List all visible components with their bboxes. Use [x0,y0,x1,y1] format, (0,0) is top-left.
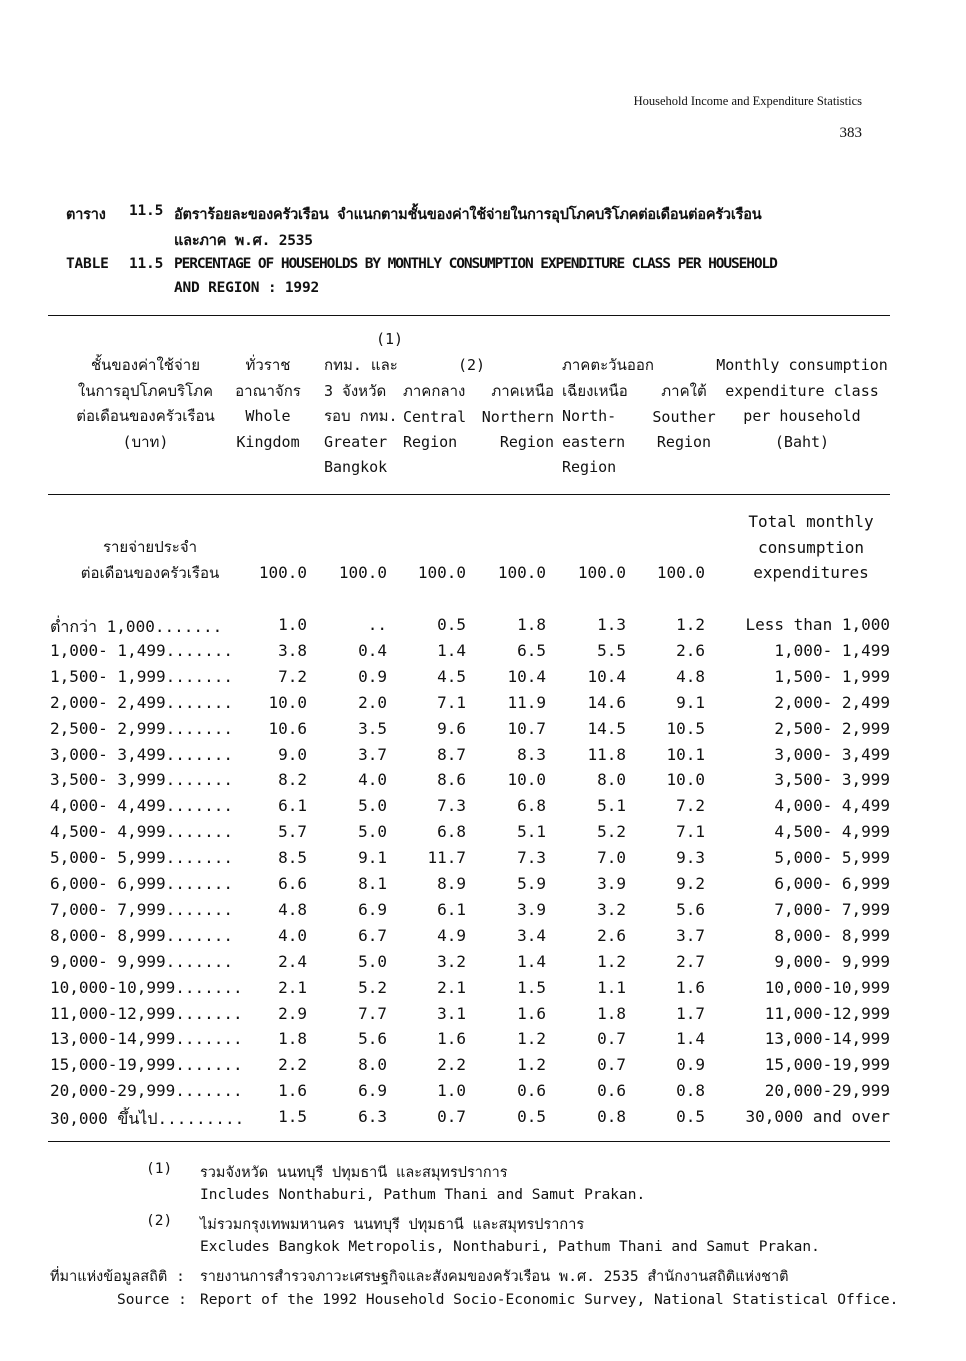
row-class-english: 30,000 and over [745,1107,890,1126]
row-value-cell: 0.7 [597,1029,626,1048]
row-value-cell: 1.6 [676,978,705,997]
row-value-cell: 14.6 [587,693,626,712]
row-value-cell: 8.9 [437,874,466,893]
row-value-cell: 8.0 [358,1055,387,1074]
row-class-thai: 4,000- 4,499....... [50,796,234,815]
row-value-cell: 3.8 [278,641,307,660]
header-northern [474,379,554,456]
row-value-cell: 8.3 [517,745,546,764]
row-value-cell: 3.1 [437,1004,466,1023]
row-value-cell: 3.9 [517,900,546,919]
row-value-cell: 11.8 [587,745,626,764]
table-row [0,926,966,952]
row-value-cell: 4.0 [278,926,307,945]
table-row [0,1081,966,1107]
caption-thai-line2: และภาค พ.ศ. 2535 [174,233,313,249]
total-row-english-line: consumption [758,537,864,557]
note-1-thai: รวมจังหวัด นนทบุรี ปทุมธานี และสมุทรปราการ [200,1165,508,1181]
row-class-thai: 8,000- 8,999....... [50,926,234,945]
header-stub-thai-line: (บาท) [122,432,169,451]
caption-thai-label: ตาราง [66,207,106,223]
header-greater-bangkok [324,353,402,481]
row-class-thai: 30,000 ขึ้นไป......... [50,1109,245,1128]
row-value-cell: 0.5 [517,1107,546,1126]
table-row [0,770,966,796]
table-row [0,615,966,641]
row-value-cell: 1.8 [597,1004,626,1023]
row-class-thai: 3,000- 3,499....... [50,745,234,764]
total-row-english-line: Total monthly [748,512,874,531]
row-value-cell: 3.2 [597,900,626,919]
row-value-cell: 11.7 [427,848,466,867]
total-value-cell: 100.0 [258,563,307,582]
header-whole-kingdom [228,353,308,455]
table-row [0,1107,966,1133]
caption-english-line1 [66,256,886,280]
source-thai-text: รายงานการสำรวจภาวะเศรษฐกิจและสังคมของครัวเรือน พ.ศ. 2535 สำนักงานสถิติแห่งชาติ [200,1269,789,1285]
row-value-cell: 4.8 [676,667,705,686]
header-stub-english-line: Monthly consumption [716,356,888,374]
table-row [0,900,966,926]
table-top-rule [48,315,890,316]
row-value-cell: 2.9 [278,1004,307,1023]
row-value-cell: 0.4 [358,641,387,660]
caption-english-number: 11.5 [129,256,164,272]
row-class-thai: 5,000- 5,999....... [50,848,234,867]
header-stub-thai-line: ในการอุปโภคบริโภค [77,381,214,400]
total-row-english-line: expenditures [753,563,869,582]
row-value-cell: 7.7 [358,1004,387,1023]
header-line: North- [562,407,617,425]
row-value-cell: 5.2 [597,822,626,841]
note-marker-1: (1) [376,330,404,348]
row-class-english: 4,000- 4,499 [774,796,890,815]
row-value-cell: 10.6 [268,719,307,738]
table-row [0,1029,966,1055]
row-value-cell: 9.3 [676,848,705,867]
header-line: Kingdom [236,432,300,451]
row-value-cell: 5.9 [517,874,546,893]
total-value-cell: 100.0 [497,563,546,582]
row-value-cell: 1.5 [278,1107,307,1126]
row-value-cell: 10.1 [666,745,705,764]
row-value-cell: 0.9 [676,1055,705,1074]
header-line: ภาคกลาง [403,382,466,400]
row-value-cell: 1.1 [597,978,626,997]
header-line: รอบ กทม. [324,407,398,425]
row-value-cell: 8.7 [437,745,466,764]
table-row [0,641,966,667]
note-1-english: Includes Nonthaburi, Pathum Thani and Samut Prakan. [200,1187,646,1203]
header-stub-english-line: (Baht) [774,432,830,451]
row-value-cell: 10.4 [587,667,626,686]
row-value-cell: 6.9 [358,900,387,919]
row-value-cell: 3.7 [358,745,387,764]
row-value-cell: 6.9 [358,1081,387,1100]
row-value-cell: 1.6 [437,1029,466,1048]
header-line: ภาคใต้ [661,382,707,400]
row-class-thai: ต่ำกว่า 1,000....... [50,617,223,636]
header-stub-english [712,353,892,455]
row-class-thai: 7,000- 7,999....... [50,900,234,919]
row-value-cell: 5.6 [358,1029,387,1048]
row-value-cell: 6.6 [278,874,307,893]
caption-english-label: TABLE [66,256,109,272]
row-value-cell: 3.4 [517,926,546,945]
row-value-cell: 5.0 [358,822,387,841]
header-line: Souther [652,407,716,426]
row-value-cell: 8.0 [597,770,626,789]
total-value-cell: 100.0 [338,563,387,582]
row-value-cell: 10.4 [507,667,546,686]
row-value-cell: 0.8 [676,1081,705,1100]
row-value-cell: 2.1 [437,978,466,997]
row-value-cell: 2.7 [676,952,705,971]
header-line: Central [403,407,467,426]
row-class-thai: 10,000-10,999....... [50,978,243,997]
row-value-cell: 1.4 [437,641,466,660]
row-class-thai: 15,000-19,999....... [50,1055,243,1074]
total-row-thai-line: รายจ่ายประจำ [102,538,198,556]
total-row-english-label [716,509,906,586]
row-value-cell: 5.5 [597,641,626,660]
row-value-cell: 6.8 [437,822,466,841]
row-value-cell: 4.9 [437,926,466,945]
row-value-cell: 2.6 [597,926,626,945]
row-value-cell: 6.7 [358,926,387,945]
header-line: อาณาจักร [235,381,301,400]
row-value-cell: 1.0 [437,1081,466,1100]
row-value-cell: 10.0 [507,770,546,789]
source-english-text: Report of the 1992 Household Socio-Economic Survey, National Statistical Office. [200,1292,899,1308]
header-line: Northern [481,407,554,426]
row-value-cell: 7.1 [676,822,705,841]
row-value-cell: 8.5 [278,848,307,867]
row-value-cell: 1.8 [517,615,546,634]
row-value-cell: 5.1 [517,822,546,841]
header-stub-thai [58,353,233,455]
source-english-label: Source : [117,1292,187,1308]
total-row-thai-label [50,535,250,586]
row-value-cell: 2.6 [676,641,705,660]
row-value-cell: 7.1 [437,693,466,712]
row-value-cell: 2.0 [358,693,387,712]
total-value-cell: 100.0 [656,563,705,582]
table-row [0,745,966,771]
header-line: Whole [245,407,291,425]
row-value-cell: 6.1 [278,796,307,815]
row-class-thai: 20,000-29,999....... [50,1081,243,1100]
row-class-thai: 13,000-14,999....... [50,1029,243,1048]
total-value-cell: 100.0 [577,563,626,582]
row-value-cell: 0.5 [676,1107,705,1126]
source-thai-label: ที่มาแห่งข้อมูลสถิติ : [50,1269,185,1285]
row-value-cell: 2.2 [437,1055,466,1074]
table-bottom-rule [48,1141,890,1142]
table-row [0,822,966,848]
header-stub-english-line: expenditure class [725,381,879,400]
row-value-cell: 6.8 [517,796,546,815]
row-class-thai: 2,500- 2,999....... [50,719,234,738]
note-1-marker: (1) [146,1161,173,1177]
header-line: 3 จังหวัด [324,381,387,400]
caption-thai-number: 11.5 [129,203,164,219]
row-value-cell: 1.2 [597,952,626,971]
row-value-cell: 2.2 [278,1055,307,1074]
row-class-english: 2,500- 2,999 [774,719,890,738]
row-class-english: 1,500- 1,999 [774,667,890,686]
row-class-english: 10,000-10,999 [764,978,890,997]
note-2-english: Excludes Bangkok Metropolis, Nonthaburi, Pathum Thani and Samut Prakan. [200,1239,820,1255]
table-row [0,1055,966,1081]
row-class-thai: 1,000- 1,499....... [50,641,234,660]
row-value-cell: 1.0 [278,615,307,634]
row-value-cell: 8.6 [437,770,466,789]
total-row-thai-line: ต่อเดือนของครัวเรือน [80,563,220,582]
row-class-english: 13,000-14,999 [764,1029,890,1048]
caption-english-title: PERCENTAGE OF HOUSEHOLDS BY MONTHLY CONSUMPTION EXPENDITURE CLASS PER HOUSEHOLD [174,256,777,272]
row-value-cell: 5.6 [676,900,705,919]
row-class-thai: 9,000- 9,999....... [50,952,234,971]
header-central [403,379,479,456]
table-row [0,874,966,900]
row-value-cell: 5.0 [358,952,387,971]
row-value-cell: 10.5 [666,719,705,738]
header-line: Region [499,433,554,451]
page-number: 383 [839,125,862,141]
table-header-rule [48,494,890,495]
header-line: Region [656,433,712,451]
row-value-cell: 3.2 [437,952,466,971]
header-stub-thai-line: ชั้นของค่าใช้จ่าย [91,356,200,374]
row-value-cell: 9.0 [278,745,307,764]
row-value-cell: 0.5 [437,615,466,634]
row-value-cell: 9.2 [676,874,705,893]
row-value-cell: 6.3 [358,1107,387,1126]
row-value-cell: 2.4 [278,952,307,971]
table-row [0,693,966,719]
row-class-english: 1,000- 1,499 [774,641,890,660]
header-stub-thai-line: ต่อเดือนของครัวเรือน [76,407,215,425]
header-line: เฉียงเหนือ [562,381,628,400]
header-line: Region [403,433,458,451]
row-value-cell: 3.7 [676,926,705,945]
row-class-english: 5,000- 5,999 [774,848,890,867]
row-class-english: 2,000- 2,499 [774,693,890,712]
row-value-cell: 5.7 [278,822,307,841]
header-line: ทั่วราช [245,356,291,374]
row-class-thai: 4,500- 4,999....... [50,822,234,841]
header-line: ภาคเหนือ [491,382,554,400]
row-class-english: 11,000-12,999 [764,1004,890,1023]
row-value-cell: 4.8 [278,900,307,919]
header-line: Bangkok [324,458,388,476]
row-value-cell: 0.8 [597,1107,626,1126]
header-line: ภาคตะวันออก [562,356,654,374]
row-value-cell: 11.9 [507,693,546,712]
row-class-thai: 2,000- 2,499....... [50,693,234,712]
row-class-thai: 1,500- 1,999....... [50,667,234,686]
header-northeastern [562,353,654,481]
row-class-english: Less than 1,000 [745,615,890,634]
row-value-cell: 1.5 [517,978,546,997]
row-value-cell: 5.2 [358,978,387,997]
table-row [0,719,966,745]
total-value-cell: 100.0 [417,563,466,582]
row-value-cell: 9.6 [437,719,466,738]
row-value-cell: 0.6 [597,1081,626,1100]
table-row [0,667,966,693]
header-line: Region [562,458,617,476]
row-value-cell: 7.3 [437,796,466,815]
row-value-cell: 1.3 [597,615,626,634]
row-value-cell: 7.0 [597,848,626,867]
row-value-cell: 10.7 [507,719,546,738]
row-value-cell: 5.0 [358,796,387,815]
header-line: กทม. และ [324,356,398,374]
row-value-cell: 1.4 [676,1029,705,1048]
row-value-cell: 14.5 [587,719,626,738]
row-value-cell: 8.1 [358,874,387,893]
running-header: Household Income and Expenditure Statistics [633,94,862,108]
row-value-cell: 7.2 [278,667,307,686]
row-class-english: 3,500- 3,999 [774,770,890,789]
row-class-english: 8,000- 8,999 [774,926,890,945]
row-value-cell: 1.8 [278,1029,307,1048]
row-value-cell: 1.7 [676,1004,705,1023]
table-row [0,796,966,822]
row-value-cell: 4.0 [358,770,387,789]
row-value-cell: 1.6 [517,1004,546,1023]
table-row [0,1004,966,1030]
row-value-cell: 9.1 [676,693,705,712]
row-value-cell: 10.0 [268,693,307,712]
table-row [0,848,966,874]
table-row [0,952,966,978]
row-value-cell: 1.2 [517,1029,546,1048]
header-stub-english-line: per household [743,407,861,425]
note-2-thai: ไม่รวมกรุงเทพมหานคร นนทบุรี ปทุมธานี และสมุทรปราการ [200,1217,585,1233]
row-value-cell: 1.2 [517,1055,546,1074]
note-2-marker: (2) [146,1213,173,1229]
row-value-cell: 3.5 [358,719,387,738]
row-value-cell: 0.9 [358,667,387,686]
row-value-cell: 7.3 [517,848,546,867]
row-class-english: 4,500- 4,999 [774,822,890,841]
row-value-cell: .. [367,615,387,634]
caption-thai-line1 [66,203,886,227]
row-value-cell: 1.6 [278,1081,307,1100]
row-value-cell: 0.7 [437,1107,466,1126]
row-value-cell: 4.5 [437,667,466,686]
row-value-cell: 7.2 [676,796,705,815]
header-line: Greater [324,432,388,451]
note-marker-2: (2) [458,356,486,374]
row-value-cell: 10.0 [666,770,705,789]
row-class-english: 3,000- 3,499 [774,745,890,764]
row-value-cell: 8.2 [278,770,307,789]
row-value-cell: 0.7 [597,1055,626,1074]
row-value-cell: 1.2 [676,615,705,634]
row-class-english: 6,000- 6,999 [774,874,890,893]
row-value-cell: 3.9 [597,874,626,893]
row-value-cell: 6.5 [517,641,546,660]
row-class-thai: 3,500- 3,999....... [50,770,234,789]
row-class-thai: 11,000-12,999....... [50,1004,243,1023]
header-southern [646,379,722,456]
row-value-cell: 0.6 [517,1081,546,1100]
row-class-english: 15,000-19,999 [764,1055,890,1074]
caption-thai-title: อัตราร้อยละของครัวเรือน จำแนกตามชั้นของค่าใช้จ่ายในการอุปโภคบริโภคต่อเดือนต่อครัวเรือน [174,207,762,223]
table-row [0,978,966,1004]
row-value-cell: 1.4 [517,952,546,971]
row-value-cell: 5.1 [597,796,626,815]
caption-english-line2: AND REGION : 1992 [174,280,320,296]
row-value-cell: 6.1 [437,900,466,919]
row-class-thai: 6,000- 6,999....... [50,874,234,893]
header-line: eastern [562,432,626,451]
row-class-english: 9,000- 9,999 [774,952,890,971]
row-class-english: 20,000-29,999 [764,1081,890,1100]
row-value-cell: 2.1 [278,978,307,997]
row-value-cell: 9.1 [358,848,387,867]
row-class-english: 7,000- 7,999 [774,900,890,919]
